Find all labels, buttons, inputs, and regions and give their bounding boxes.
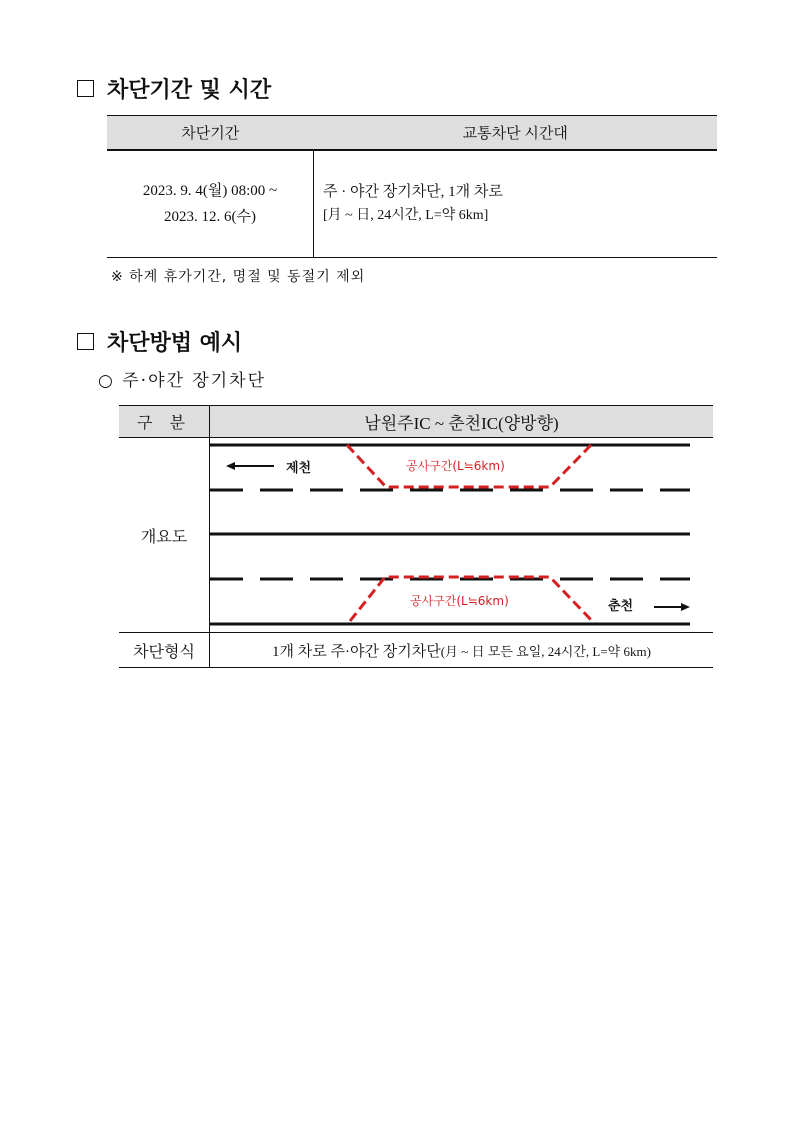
table-row bbox=[119, 633, 713, 668]
table-row bbox=[119, 438, 713, 633]
table-header-period: 차단기간 bbox=[107, 116, 314, 151]
period-end: 2023. 12. 6(수) bbox=[164, 209, 256, 225]
row-label-closure-type: 차단형식 bbox=[119, 633, 210, 668]
section-heading-text: 차단기간 및 시간 bbox=[107, 78, 272, 103]
closure-type-cell bbox=[210, 633, 714, 668]
closure-type-detail: (月 ~ 日 모든 요일, 24시간, L=약 6km) bbox=[440, 643, 651, 659]
checkbox-square-icon bbox=[77, 333, 94, 350]
time-detail: [月 ~ 日, 24시간, L=약 6km] bbox=[323, 208, 489, 223]
period-start: 2023. 9. 4(월) 08:00 ~ bbox=[142, 183, 278, 199]
closure-method-table bbox=[119, 405, 713, 668]
table-header-category: 구 분 bbox=[119, 406, 210, 438]
direction-label-jecheon: 제천 bbox=[286, 461, 312, 476]
section-heading-closure-period bbox=[77, 73, 271, 104]
table-header-row bbox=[107, 116, 717, 151]
period-cell bbox=[107, 150, 314, 258]
diagram-group bbox=[210, 445, 690, 624]
arrow-right-icon bbox=[681, 603, 690, 611]
time-cell bbox=[314, 150, 718, 258]
construction-zone-label-upper: 공사구간(L≒6km) bbox=[406, 459, 505, 473]
closure-period-table bbox=[107, 115, 717, 258]
section-heading-text: 차단방법 예시 bbox=[107, 331, 243, 356]
table-header-section: 남원주IC ~ 춘천IC(양방향) bbox=[210, 406, 714, 438]
table-row bbox=[107, 150, 717, 258]
construction-zone-label-lower: 공사구간(L≒6km) bbox=[410, 594, 509, 608]
exclusion-note: ※ 하계 휴가기간, 명절 및 동절기 제외 bbox=[111, 269, 366, 285]
subheading-day-night-closure: ○ 주·야간 장기차단 bbox=[98, 371, 266, 391]
arrow-left-icon bbox=[226, 462, 235, 470]
table-header-time: 교통차단 시간대 bbox=[314, 116, 718, 151]
direction-label-chuncheon: 춘천 bbox=[608, 599, 634, 614]
closure-type-main: 1개 차로 주·야간 장기차단 bbox=[272, 643, 441, 660]
table-header-row bbox=[119, 406, 713, 438]
diagram-cell bbox=[210, 438, 714, 633]
row-label-diagram: 개요도 bbox=[119, 438, 210, 633]
section-heading-closure-method bbox=[77, 326, 242, 357]
road-closure-diagram bbox=[210, 438, 713, 632]
checkbox-square-icon bbox=[77, 80, 94, 97]
time-description: 주 · 야간 장기차단, 1개 차로 bbox=[323, 184, 503, 200]
